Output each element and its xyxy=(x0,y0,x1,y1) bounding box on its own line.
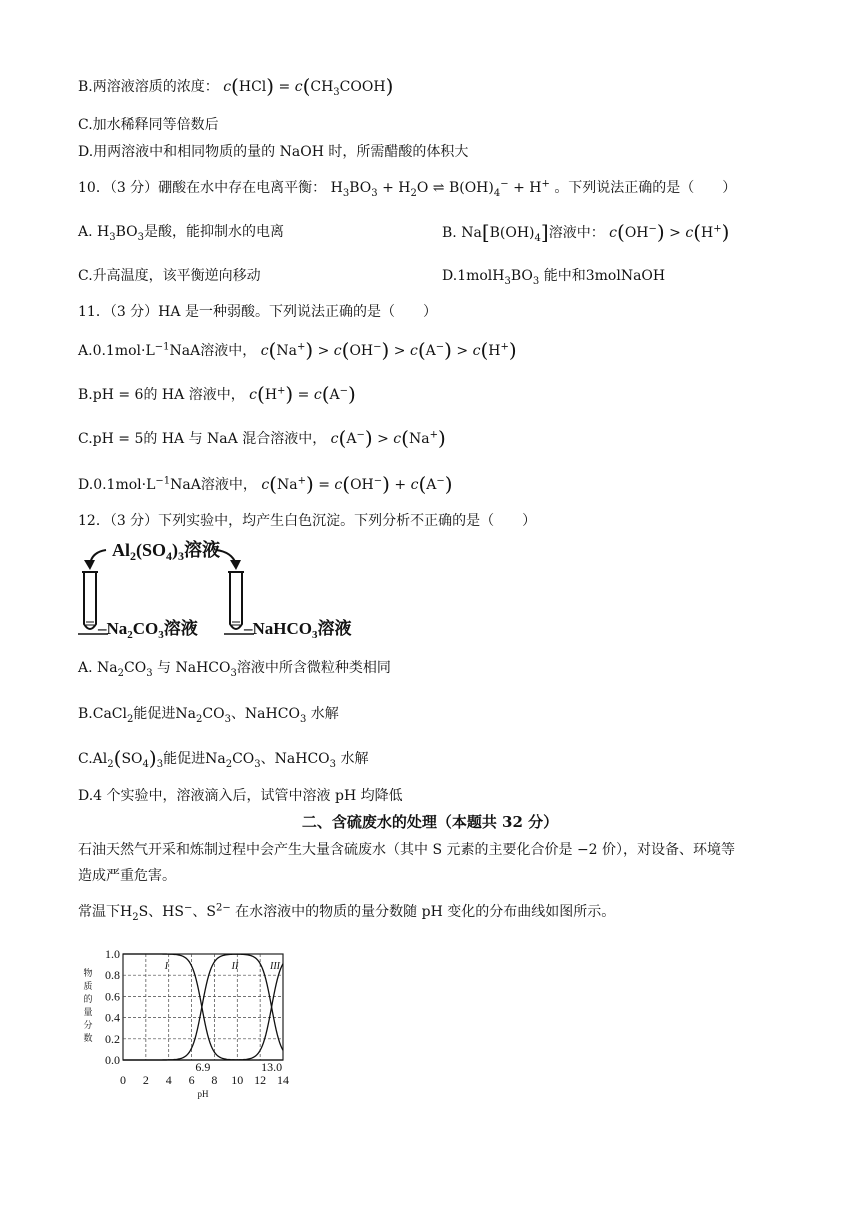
y-tick-label: 0.8 xyxy=(105,968,120,983)
q12-option-c: $C.Al_2(SO_4)_3$能促进$Na_2CO_3$、NaHCO$_3$ 水解 xyxy=(78,746,369,770)
figure-label-left: $-Na_2CO_3$溶液 xyxy=(98,619,198,641)
y-axis-label-char: 物 xyxy=(83,968,93,978)
y-tick-label: 0.4 xyxy=(105,1010,120,1025)
q9-option-c: C.加水稀释同等倍数后 xyxy=(78,117,219,133)
annotation-pka1: 6.9 xyxy=(195,1060,211,1074)
y-tick-label: 1.0 xyxy=(105,947,120,961)
q11-option-d: $D.0.1mol\cdot L^{-1}NaA$溶液中， c(Na+) = c(OH−) + c(A−) xyxy=(78,472,453,496)
figure-label-right: –NaHCO$_3$溶液 xyxy=(244,619,352,641)
x-tick-label: 12 xyxy=(254,1073,267,1087)
paragraph-line: 石油天然气开采和炼制过程中会产生大量含硫废水（其中 S 元素的主要化合价是 −2 价），对设备、环境等 xyxy=(78,842,736,858)
y-axis-label-char: 量 xyxy=(83,1007,93,1017)
x-tick-label: 2 xyxy=(142,1073,149,1087)
series-label: I xyxy=(164,960,169,972)
y-axis-label-char: 质 xyxy=(83,981,93,991)
q10-option-b: B. $Na[B(OH)_4]$溶液中： c(OH−) > c(H+) xyxy=(442,220,730,244)
series-line-II xyxy=(123,954,283,1060)
y-axis-label-char: 数 xyxy=(83,1033,93,1043)
series-label: II xyxy=(231,960,239,972)
test-tube-left xyxy=(84,572,96,629)
series-label: III xyxy=(270,960,280,972)
x-tick-label: 10 xyxy=(231,1073,244,1087)
y-tick-label: 0.2 xyxy=(105,1031,120,1046)
formula: c xyxy=(223,79,232,95)
y-tick-label: 0.0 xyxy=(105,1053,120,1067)
test-tube-figure xyxy=(78,536,368,644)
q12-stem: 12．（3 分）下列实验中，均产生白色沉淀。下列分析不正确的是（ ） xyxy=(78,513,537,529)
arrowhead-left xyxy=(84,560,95,570)
q11-option-a: $A.0.1mol\cdot L^{-1}NaA$溶液中， c(Na+) > c(OH−) > c(A−) > c(H+) xyxy=(78,338,517,362)
x-tick-label: 8 xyxy=(211,1073,218,1087)
series-line-I xyxy=(123,954,283,1060)
x-axis-label: pH xyxy=(197,1089,209,1099)
x-tick-label: 0 xyxy=(120,1073,126,1087)
q10-option-a: A. $H_3BO_3$是酸，能抑制水的电离 xyxy=(78,224,285,243)
equation: $H_3BO_3 + H_2O$ ⇌ $B(OH)_4^- + H^+$ xyxy=(330,178,550,199)
x-tick-label: 6 xyxy=(188,1073,195,1087)
formula: $Na[B(OH)_4]$ xyxy=(461,220,549,244)
q11-option-b: B.pH = 6的 HA 溶液中， c(H+) = c(A−) xyxy=(78,382,356,406)
section-title: 二、含硫废水的处理（本题共 32 分） xyxy=(301,813,559,831)
plot-frame xyxy=(123,954,283,1060)
q12-option-a: A. $Na_2CO_3$ 与 NaHCO$_3$溶液中所含微粒种类相同 xyxy=(78,660,391,679)
q10-stem: 10．（3 分）硼酸在水中存在电离平衡： $H_3BO_3 + H_2O$ ⇌ $B(OH)_4^- + H^+$ 。下列说法正确的是（ ） xyxy=(78,178,737,199)
y-axis-label-char: 分 xyxy=(83,1020,93,1030)
option-text: B.两溶液溶质的浓度： xyxy=(78,79,219,95)
formula: $H_3BO_3$ xyxy=(97,224,145,243)
q12-option-d: D.4 个实验中，溶液滴入后，试管中溶液 pH 均降低 xyxy=(78,788,403,804)
test-tube-right xyxy=(230,572,242,629)
x-tick-label: 4 xyxy=(165,1073,172,1087)
arrowhead-right xyxy=(230,560,241,570)
q9-option-d: D.用两溶液中和相同物质的量的 NaOH 时，所需醋酸的体积大 xyxy=(78,144,469,160)
q9-option-b: B.两溶液溶质的浓度： $c(HCl) = c(CH_3COOH)$ xyxy=(78,74,394,98)
annotation-pka2: 13.0 xyxy=(261,1060,283,1074)
paragraph-line: 常温下$H_2S$、HS−、$S^{2-}$ 在水溶液中的物质的量分数随 pH 变化的分布曲线如图所示。 xyxy=(78,902,616,923)
q12-option-b: B.CaCl$_2$能促进$Na_2CO_3$、NaHCO$_3$ 水解 xyxy=(78,706,339,725)
q10-option-c: C.升高温度，该平衡逆向移动 xyxy=(78,268,261,284)
y-axis-label-char: 的 xyxy=(83,994,93,1004)
q10-option-d: $D.1molH_3BO_3$ 能中和3molNaOH xyxy=(442,268,666,287)
formula: $1molH_3BO_3$ xyxy=(457,268,540,287)
q11-stem: 11．（3 分）HA 是一种弱酸。下列说法正确的是（ ） xyxy=(78,304,437,320)
figure-label-top: $Al_2(SO_4)_3$溶液 xyxy=(112,540,221,563)
x-tick-label: 14 xyxy=(277,1073,289,1087)
distribution-chart xyxy=(78,938,308,1106)
q11-option-c: C.pH = 5的 HA 与 NaA 混合溶液中， c(A−) > c(Na+) xyxy=(78,426,446,450)
paragraph-line: 造成严重危害。 xyxy=(78,868,176,884)
y-tick-label: 0.6 xyxy=(105,989,120,1004)
